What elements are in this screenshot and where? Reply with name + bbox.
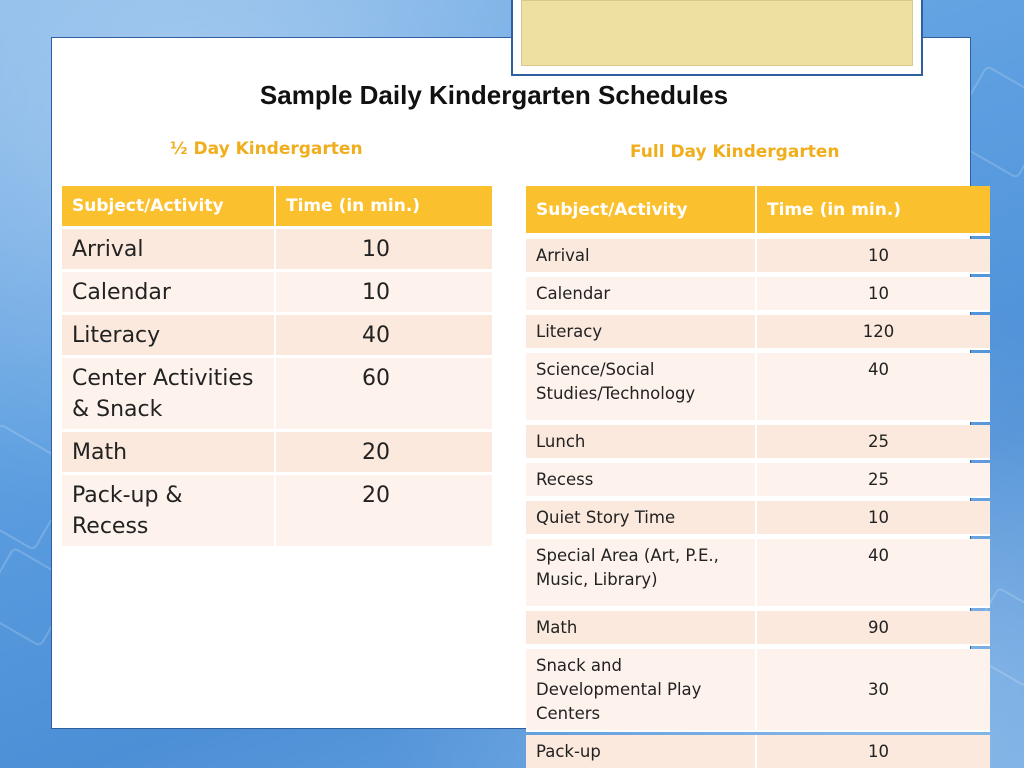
slide-title: Sample Daily Kindergarten Schedules — [259, 80, 729, 110]
activity-cell: Quiet Story Time — [526, 501, 757, 536]
table-row — [526, 501, 990, 536]
table-row — [526, 735, 990, 768]
table-header-row — [526, 186, 990, 236]
minutes-cell: 40 — [276, 315, 492, 355]
minutes-cell: 10 — [757, 277, 990, 312]
minutes-cell: 10 — [276, 272, 492, 312]
half-day-heading: ½ Day Kindergarten — [170, 139, 363, 159]
table-row — [526, 353, 990, 422]
minutes-cell: 90 — [757, 611, 990, 646]
activity-cell: Center Activities & Snack — [62, 358, 276, 429]
activity-cell: Special Area (Art, P.E., Music, Library) — [526, 539, 757, 608]
minutes-cell: 10 — [757, 501, 990, 536]
activity-cell: Lunch — [526, 425, 757, 460]
activity-cell: Math — [62, 432, 276, 472]
full-day-heading: Full Day Kindergarten — [630, 142, 840, 162]
table-row — [62, 358, 492, 429]
table-row — [526, 539, 990, 608]
placeholder-box — [511, 0, 923, 76]
minutes-cell: 30 — [757, 649, 990, 732]
activity-cell: Recess — [526, 463, 757, 498]
minutes-cell: 120 — [757, 315, 990, 350]
table-row — [526, 611, 990, 646]
table-row — [526, 315, 990, 350]
activity-cell: Snack and Developmental Play Centers — [526, 649, 757, 732]
activity-cell: Math — [526, 611, 757, 646]
table-row — [526, 425, 990, 460]
table-row — [62, 229, 492, 269]
activity-cell: Literacy — [62, 315, 276, 355]
activity-cell: Pack-up — [526, 735, 757, 768]
full-day-schedule-table — [526, 183, 990, 768]
minutes-cell: 60 — [276, 358, 492, 429]
table-row — [526, 649, 990, 732]
column-header-activity: Subject/Activity — [62, 186, 276, 226]
half-day-schedule-table — [62, 183, 492, 549]
table-row — [62, 272, 492, 312]
table-row — [526, 239, 990, 274]
table-header-row — [62, 186, 492, 226]
table-row — [62, 475, 492, 546]
minutes-cell: 10 — [276, 229, 492, 269]
minutes-cell: 40 — [757, 539, 990, 608]
activity-cell: Calendar — [526, 277, 757, 312]
activity-cell: Pack-up & Recess — [62, 475, 276, 546]
table-row — [62, 432, 492, 472]
table-row — [62, 315, 492, 355]
minutes-cell: 10 — [757, 239, 990, 274]
minutes-cell: 40 — [757, 353, 990, 422]
minutes-cell: 25 — [757, 425, 990, 460]
activity-cell: Calendar — [62, 272, 276, 312]
column-header-time: Time (in min.) — [276, 186, 492, 226]
minutes-cell: 25 — [757, 463, 990, 498]
placeholder-box-fill — [521, 0, 913, 66]
column-header-time: Time (in min.) — [757, 186, 990, 236]
minutes-cell: 20 — [276, 475, 492, 546]
activity-cell: Science/Social Studies/Technology — [526, 353, 757, 422]
activity-cell: Arrival — [526, 239, 757, 274]
table-row — [526, 277, 990, 312]
table-row — [526, 463, 990, 498]
minutes-cell: 20 — [276, 432, 492, 472]
activity-cell: Literacy — [526, 315, 757, 350]
minutes-cell: 10 — [757, 735, 990, 768]
activity-cell: Arrival — [62, 229, 276, 269]
column-header-activity: Subject/Activity — [526, 186, 757, 236]
